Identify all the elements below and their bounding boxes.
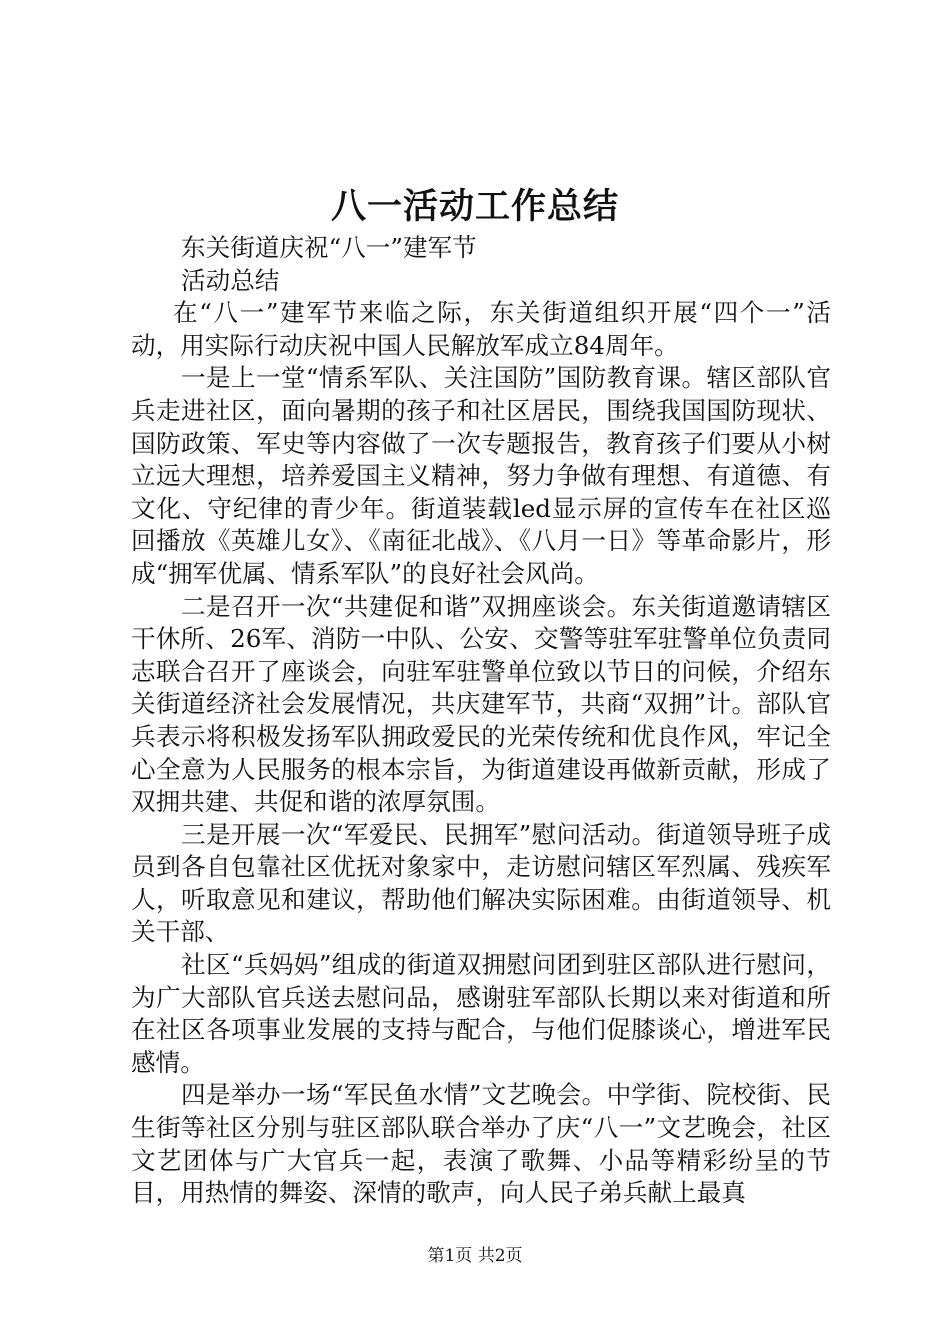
document-title: 八一活动工作总结 — [330, 186, 619, 227]
document-body — [131, 232, 831, 1210]
heading-line: 活动总结 — [181, 265, 280, 295]
body-paragraph: 一是上一堂“情系军队、关注国防”国防教育课。辖区部队官兵走进社区，面向暑期的孩子和社区居民，围绕我国国防现状、国防政策、军史等内容做了一次专题报告，教育孩子们要从小树立远大理想，培养爱国主义精神，努力争做有理想、有道德、有文化、守纪律的青少年。街道装载led显示屏的宣传车在社区巡回播放《英雄儿女》、《南征北战》、《八月一日》等革命影片，形成“拥军优属、情系军队”的良好社会风尚。 — [131, 363, 831, 588]
body-paragraph: 四是举办一场“军民鱼水情”文艺晚会。中学街、院校街、民生街等社区分别与驻区部队联合举办了庆“八一”文艺晚会，社区文艺团体与广大官兵一起，表演了歌舞、小品等精彩纷呈的节目，用热情的舞姿、深情的歌声，向人民子弟兵献上最真 — [131, 1080, 831, 1208]
body-paragraph: 在“八一”建军节来临之际，东关街道组织开展“四个一”活动，用实际行动庆祝中国人民解放军成立84周年。 — [131, 298, 831, 360]
body-paragraph: 二是召开一次“共建促和谐”双拥座谈会。东关街道邀请辖区干休所、26军、消防一中队、公安、交警等驻军驻警单位负责同志联合召开了座谈会，向驻军驻警单位致以节日的问候，介绍东关街道经济社会发展情况，共庆建军节，共商“双拥”计。部队官兵表示将积极发扬军队拥政爱民的光荣传统和优良作风，牢记全心全意为人民服务的根本宗旨，为街道建设再做新贡献，形成了双拥共建、共促和谐的浓厚氛围。 — [131, 591, 831, 817]
heading-line: 东关街道庆祝“八一”建军节 — [181, 233, 477, 262]
body-paragraph: 三是开展一次“军爱民、民拥军”慰问活动。街道领导班子成员到各自包靠社区优抚对象家中，走访慰问辖区军烈属、残疾军人，听取意见和建议，帮助他们解决实际困难。由街道领导、机关干部、 — [131, 819, 831, 947]
body-paragraph: 社区“兵妈妈”组成的街道双拥慰问团到驻区部队进行慰问，为广大部队官兵送去慰问品，感谢驻军部队长期以来对街道和所在社区各项事业发展的支持与配合，与他们促膝谈心，增进军民感情。 — [131, 950, 831, 1077]
page-number: 第1页 共2页 — [427, 1246, 523, 1266]
